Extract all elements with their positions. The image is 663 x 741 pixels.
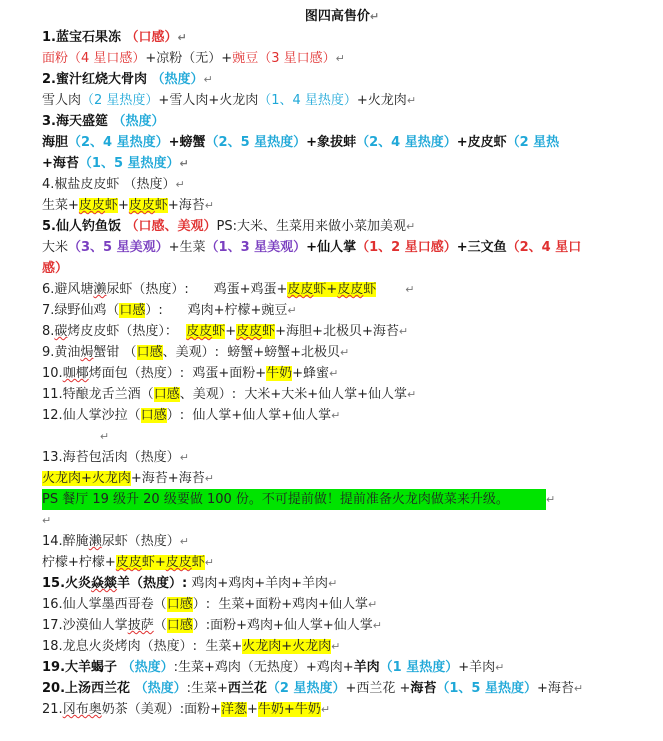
dish-line-21: 21.冈布奥奶茶（美观）:面粉+洋葱+牛奶+牛奶↵ (42, 702, 331, 717)
recipe-line-5b: 感） (42, 261, 69, 276)
dish-heading-1: 1.蓝宝石果冻 （口感）↵ (42, 30, 187, 45)
dish-line-6: 6.避风塘濑尿虾（热度）: 鸡蛋+鸡蛋+皮皮虾+皮皮虾 ↵ (42, 282, 415, 297)
dish-line-12: 12.仙人掌沙拉（口感）: 仙人掌+仙人掌+仙人掌↵ (42, 408, 341, 423)
dish-line-9: 9.黄油焗蟹钳 （口感、美观）: 螃蟹+螃蟹+北极贝↵ (42, 345, 350, 360)
document-title: 图四高售价↵ (304, 9, 380, 24)
dish-line-20: 20.上汤西兰花 （热度）:生菜+西兰花（2 星热度）+西兰花 +海苔（1、5 星热度）+海苔↵ (42, 681, 584, 696)
dish-line-8: 8.碳烤皮皮虾（热度）： 皮皮虾+皮皮虾+海胆+北极贝+海苔↵ (42, 324, 409, 339)
dish-line-19: 19.大羊蝎子 （热度）:生菜+鸡肉（无热度）+鸡肉+羊肉（1 星热度）+羊肉↵ (42, 660, 505, 675)
recipe-line-4: 生菜+皮皮虾+皮皮虾+海苔↵ (42, 198, 214, 213)
recipe-line-14: 柠檬+柠檬+皮皮虾+皮皮虾↵ (42, 555, 214, 570)
dish-heading-4: 4.椒盐皮皮虾 （热度）↵ (42, 177, 185, 192)
recipe-line-3a: 海胆（2、4 星热度）+螃蟹（2、5 星热度）+象拔蚌（2、4 星热度）+皮皮虾（2 星热 (42, 135, 560, 150)
recipe-line-13: 火龙肉+火龙肉+海苔+海苔↵ (42, 471, 214, 486)
blank-line: ↵ (42, 514, 52, 527)
dish-line-10: 10.咖椰烤面包（热度）: 鸡蛋+面粉+牛奶+蜂蜜↵ (42, 366, 339, 381)
recipe-line-3b: +海苔（1、5 星热度）↵ (42, 156, 189, 171)
recipe-line-5a: 大米（3、5 星美观）+生菜（1、3 星美观）+仙人掌（1、2 星口感）+三文鱼（2、4 星口 (42, 240, 582, 255)
dish-line-18: 18.龙息火炎烤肉（热度）: 生菜+火龙肉+火龙肉↵ (42, 639, 341, 654)
ps-note: PS 餐厅 19 级升 20 级要做 100 份。不可提前做！提前准备火龙肉做菜来升级。 ↵ (42, 489, 642, 510)
dish-heading-2: 2.蜜汁红烧大骨肉 （热度）↵ (42, 72, 213, 87)
dish-line-17: 17.沙漠仙人掌披萨（口感）:面粉+鸡肉+仙人掌+仙人掌↵ (42, 618, 383, 633)
dish-heading-3: 3.海天盛筵 （热度） (42, 114, 165, 129)
dish-line-15: 15.火炎焱燚羊（热度）: 鸡肉+鸡肉+羊肉+羊肉↵ (42, 576, 338, 591)
recipe-line-1: 面粉（4 星口感）+凉粉（无）+豌豆（3 星口感）↵ (42, 51, 345, 66)
recipe-line-2: 雪人肉（2 星热度）+雪人肉+火龙肉（1、4 星热度）+火龙肉↵ (42, 93, 417, 108)
dish-line-11: 11.特酿龙舌兰酒（口感、美观）: 大米+大米+仙人掌+仙人掌↵ (42, 387, 417, 402)
dish-heading-14: 14.醉腌濑尿虾（热度）↵ (42, 534, 189, 549)
dish-heading-5: 5.仙人钓鱼饭 （口感、美观）PS:大米、生菜用来做小菜加美观↵ (42, 219, 416, 234)
dish-heading-13: 13.海苔包活肉（热度）↵ (42, 450, 189, 465)
dish-line-7: 7.绿野仙鸡（口感）: 鸡肉+柠檬+豌豆↵ (42, 303, 297, 318)
blank-line: ↵ (99, 430, 110, 443)
dish-line-16: 16.仙人掌墨西哥卷（口感）: 生菜+面粉+鸡肉+仙人掌↵ (42, 597, 378, 612)
document-page (42, 6, 642, 720)
